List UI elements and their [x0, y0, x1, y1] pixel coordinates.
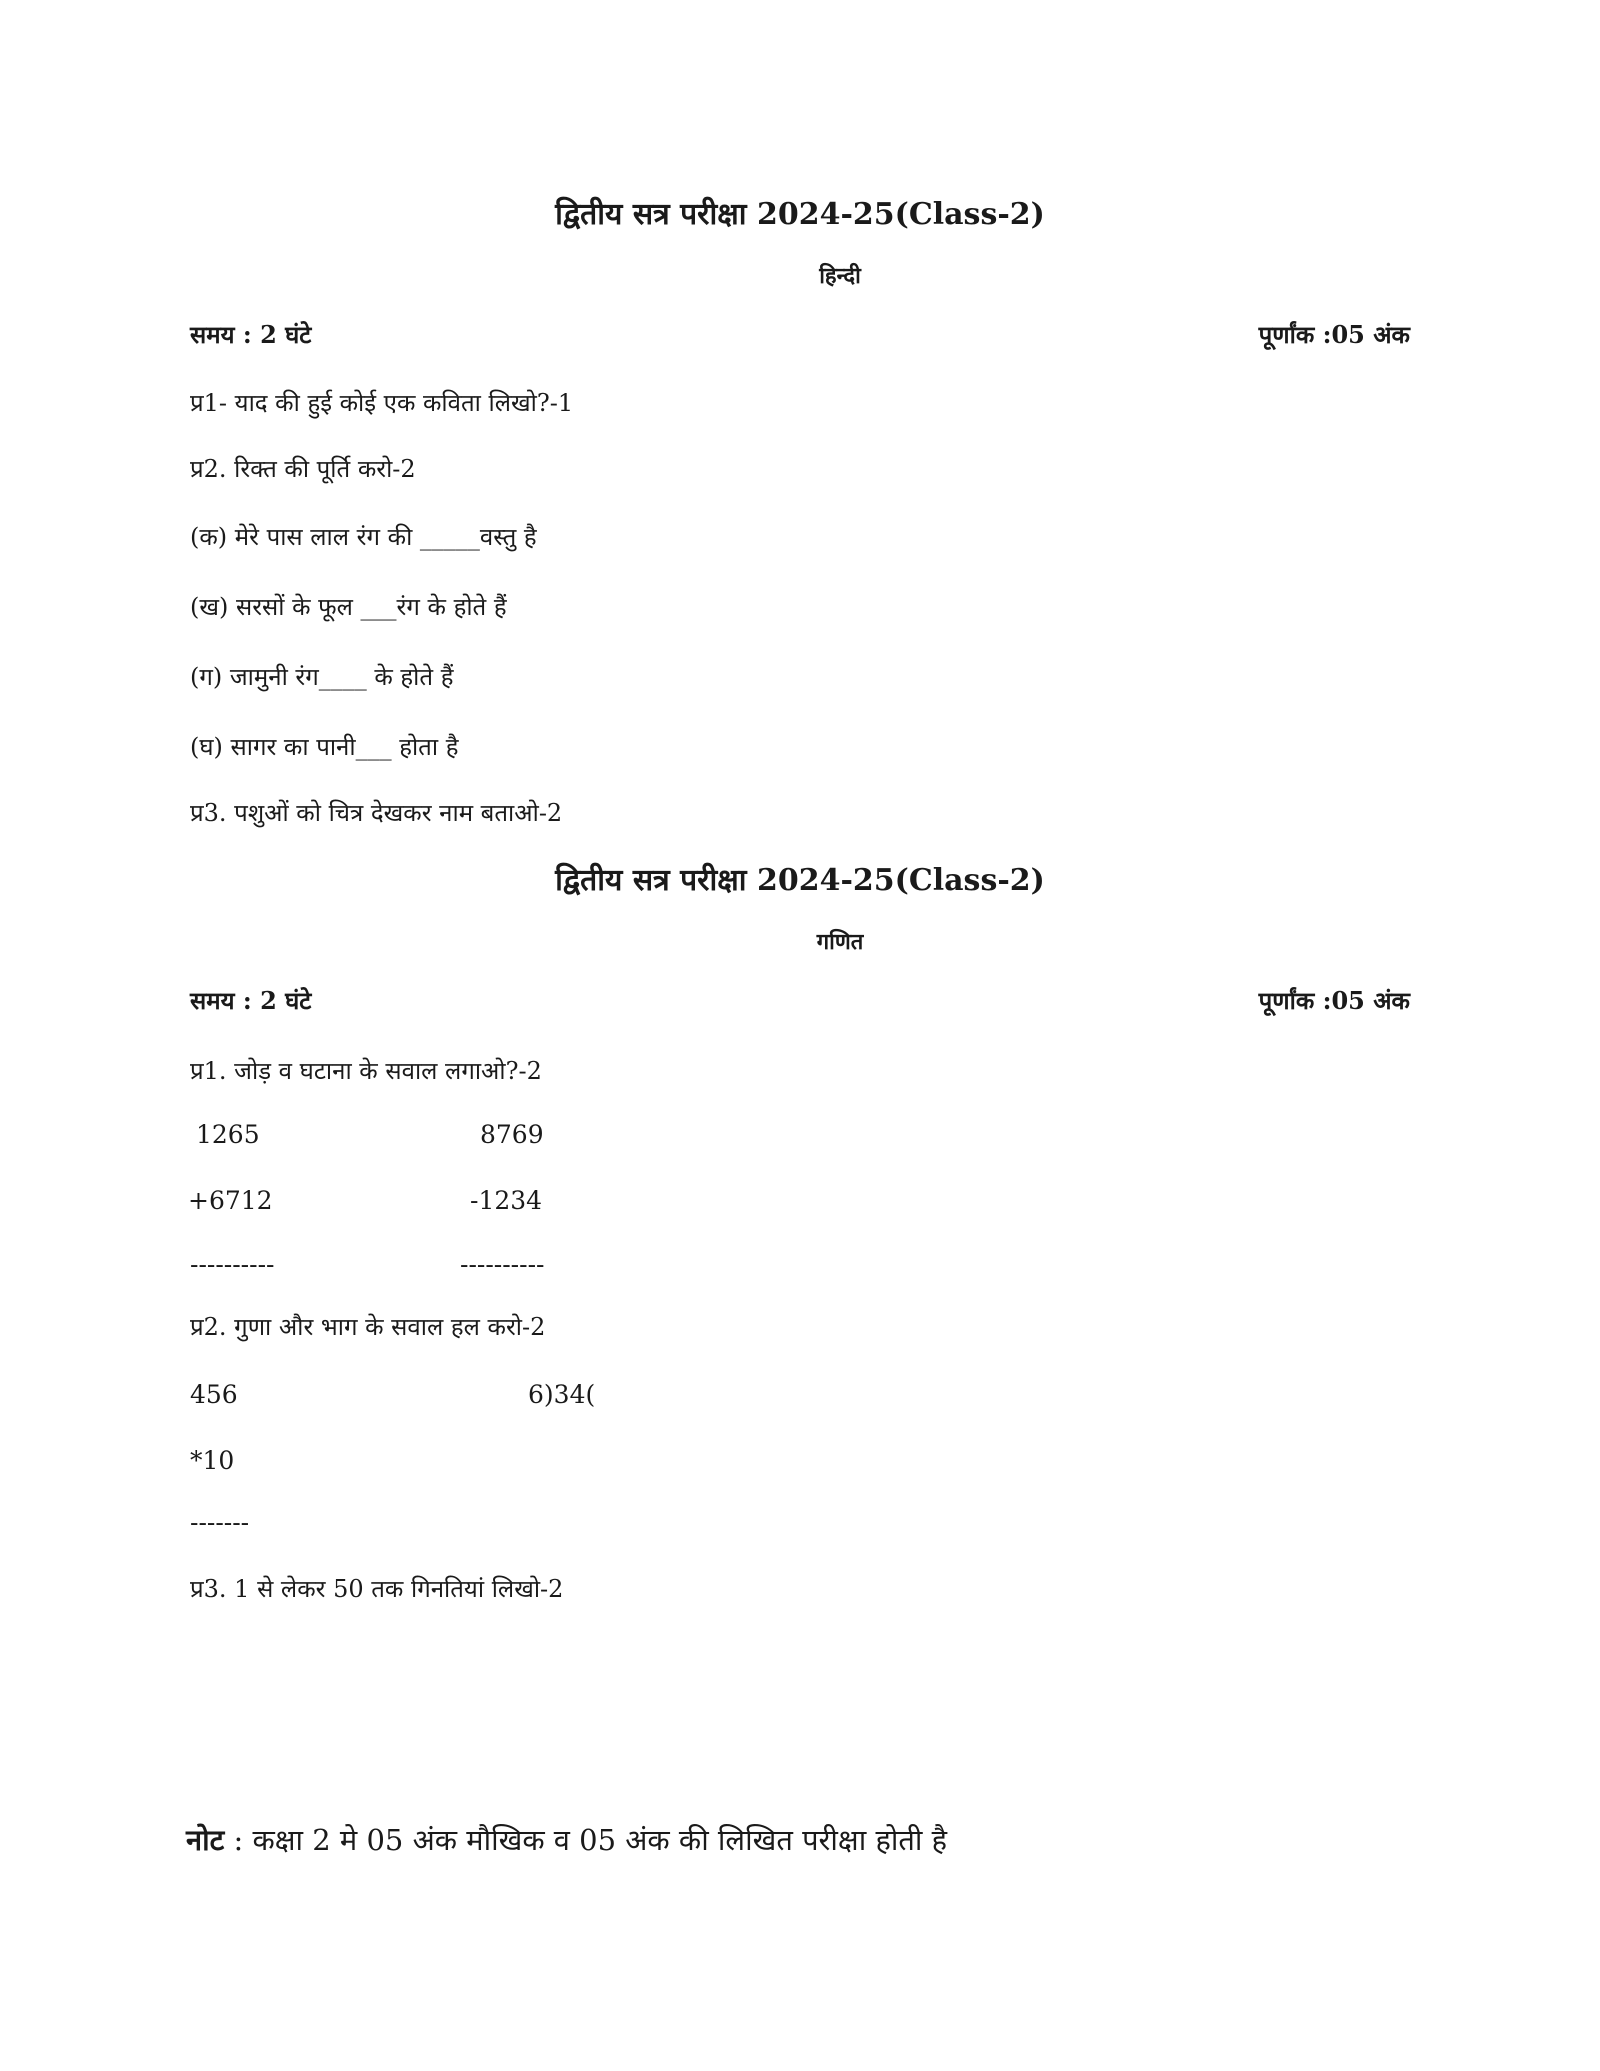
- addition-answer-line: ----------: [190, 1250, 275, 1279]
- hindi-time-label: समय : 2 घंटे: [190, 320, 312, 349]
- note-text: : कक्षा 2 मे 05 अंक मौखिक व 05 अंक की लिखित परीक्षा होती है: [224, 1823, 948, 1857]
- hindi-blank-ka: (क) मेरे पास लाल रंग की _____वस्तु है: [190, 523, 537, 551]
- multiplication-answer-line: -------: [190, 1508, 250, 1537]
- addition-operand-1: 1265: [196, 1120, 260, 1149]
- hindi-marks-label: पूर्णांक :05 अंक: [1258, 320, 1410, 349]
- maths-time-label: समय : 2 घंटे: [190, 986, 312, 1015]
- maths-question-1: प्र1. जोड़ व घटाना के सवाल लगाओ?-2: [190, 1057, 542, 1085]
- maths-marks-label: पूर्णांक :05 अंक: [1258, 986, 1410, 1015]
- maths-subject-heading: गणित: [816, 929, 864, 955]
- hindi-blank-gha: (घ) सागर का पानी___ होता है: [190, 733, 459, 761]
- maths-question-3: प्र3. 1 से लेकर 50 तक गिनतियां लिखो-2: [190, 1575, 564, 1603]
- hindi-question-2: प्र2. रिक्त की पूर्ति करो-2: [190, 455, 416, 483]
- hindi-exam-title: द्वितीय सत्र परीक्षा 2024-25(Class-2): [555, 197, 1045, 232]
- multiplication-operand-2: *10: [190, 1446, 235, 1475]
- multiplication-operand-1: 456: [190, 1380, 238, 1409]
- division-problem: 6)34(: [528, 1380, 596, 1409]
- subtraction-operand-1: 8769: [480, 1120, 544, 1149]
- hindi-blank-kha: (ख) सरसों के फूल ___रंग के होते हैं: [190, 593, 507, 621]
- hindi-subject-heading: हिन्दी: [819, 263, 861, 289]
- note-label: नोट: [186, 1823, 225, 1857]
- subtraction-operand-2: -1234: [470, 1186, 543, 1215]
- hindi-question-3: प्र3. पशुओं को चित्र देखकर नाम बताओ-2: [190, 799, 563, 827]
- subtraction-answer-line: ----------: [460, 1250, 545, 1279]
- hindi-blank-ga: (ग) जामुनी रंग____ के होते हैं: [190, 663, 454, 691]
- exam-note: [186, 1820, 947, 1859]
- maths-exam-title: द्वितीय सत्र परीक्षा 2024-25(Class-2): [555, 863, 1045, 898]
- maths-question-2: प्र2. गुणा और भाग के सवाल हल करो-2: [190, 1313, 546, 1341]
- addition-operand-2: +6712: [188, 1186, 273, 1215]
- hindi-question-1: प्र1- याद की हुई कोई एक कविता लिखो?-1: [190, 389, 574, 417]
